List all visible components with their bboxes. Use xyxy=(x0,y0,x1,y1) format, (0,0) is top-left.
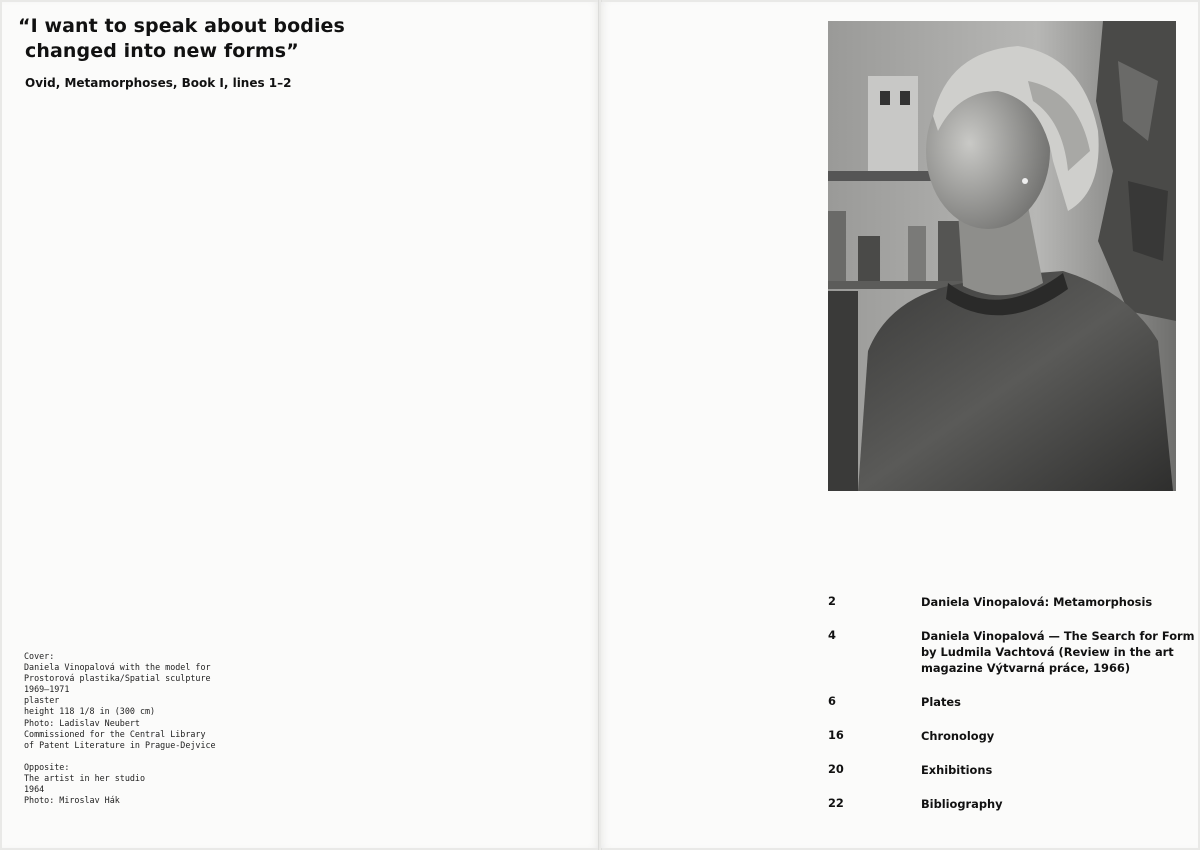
toc-entry xyxy=(828,628,1195,676)
toc-entry xyxy=(828,796,1188,812)
toc-title-line: Bibliography xyxy=(921,797,1003,811)
toc-title-line: Plates xyxy=(921,695,961,709)
toc-title-line: by Ludmila Vachtová (Review in the art xyxy=(921,645,1174,659)
artist-portrait-photo xyxy=(828,21,1176,491)
quote-line-2: changed into new forms” xyxy=(25,40,299,62)
toc-entry xyxy=(828,694,1188,710)
toc-page-number: 16 xyxy=(828,728,844,742)
caption-cover xyxy=(24,651,284,751)
toc-title xyxy=(921,762,1188,778)
toc-title-line: Daniela Vinopalová: Metamorphosis xyxy=(921,595,1153,609)
quote-line-1: “I want to speak about bodies xyxy=(18,15,345,37)
caption-line: 1969–1971 xyxy=(24,684,70,695)
caption-line: Opposite: xyxy=(24,761,70,772)
toc-entry xyxy=(828,762,1188,778)
toc-title xyxy=(921,796,1188,812)
epigraph-quote xyxy=(18,14,438,64)
photo-captions xyxy=(24,651,284,806)
toc-entry xyxy=(828,728,1188,744)
caption-line: Prostorová plastika/Spatial sculpture xyxy=(24,673,211,684)
toc-entry xyxy=(828,594,1188,610)
toc-page-number: 20 xyxy=(828,762,844,776)
toc-page-number: 2 xyxy=(828,594,836,608)
toc-title xyxy=(921,728,1188,744)
right-page xyxy=(601,2,1198,848)
table-of-contents xyxy=(828,594,1195,830)
left-page xyxy=(2,2,599,848)
portrait-image xyxy=(828,21,1176,491)
toc-title xyxy=(921,694,1188,710)
caption-line: Cover: xyxy=(24,651,55,661)
caption-line: Photo: Miroslav Hák xyxy=(24,795,120,806)
caption-opposite xyxy=(24,762,284,806)
toc-title-line: Exhibitions xyxy=(921,763,993,777)
toc-title-line: magazine Výtvarná práce, 1966) xyxy=(921,661,1131,675)
toc-page-number: 6 xyxy=(828,694,836,708)
caption-line: height 118 1/8 in (300 cm) xyxy=(24,706,156,717)
epigraph-source: Ovid, Metamorphoses, Book I, lines 1–2 xyxy=(25,76,292,90)
caption-line: 1964 xyxy=(24,784,45,795)
caption-line: of Patent Literature in Prague-Dejvice xyxy=(24,739,216,750)
caption-line: The artist in her studio xyxy=(24,772,146,783)
caption-line: plaster xyxy=(24,695,60,706)
caption-line: Daniela Vinopalová with the model for xyxy=(24,662,211,673)
toc-title-line: Daniela Vinopalová — The Search for Form xyxy=(921,629,1195,643)
toc-title xyxy=(921,628,1195,676)
caption-line: Photo: Ladislav Neubert xyxy=(24,717,140,728)
toc-page-number: 4 xyxy=(828,628,836,642)
toc-title xyxy=(921,594,1188,610)
toc-page-number: 22 xyxy=(828,796,844,810)
caption-line: Commissioned for the Central Library xyxy=(24,728,206,739)
toc-title-line: Chronology xyxy=(921,729,995,743)
